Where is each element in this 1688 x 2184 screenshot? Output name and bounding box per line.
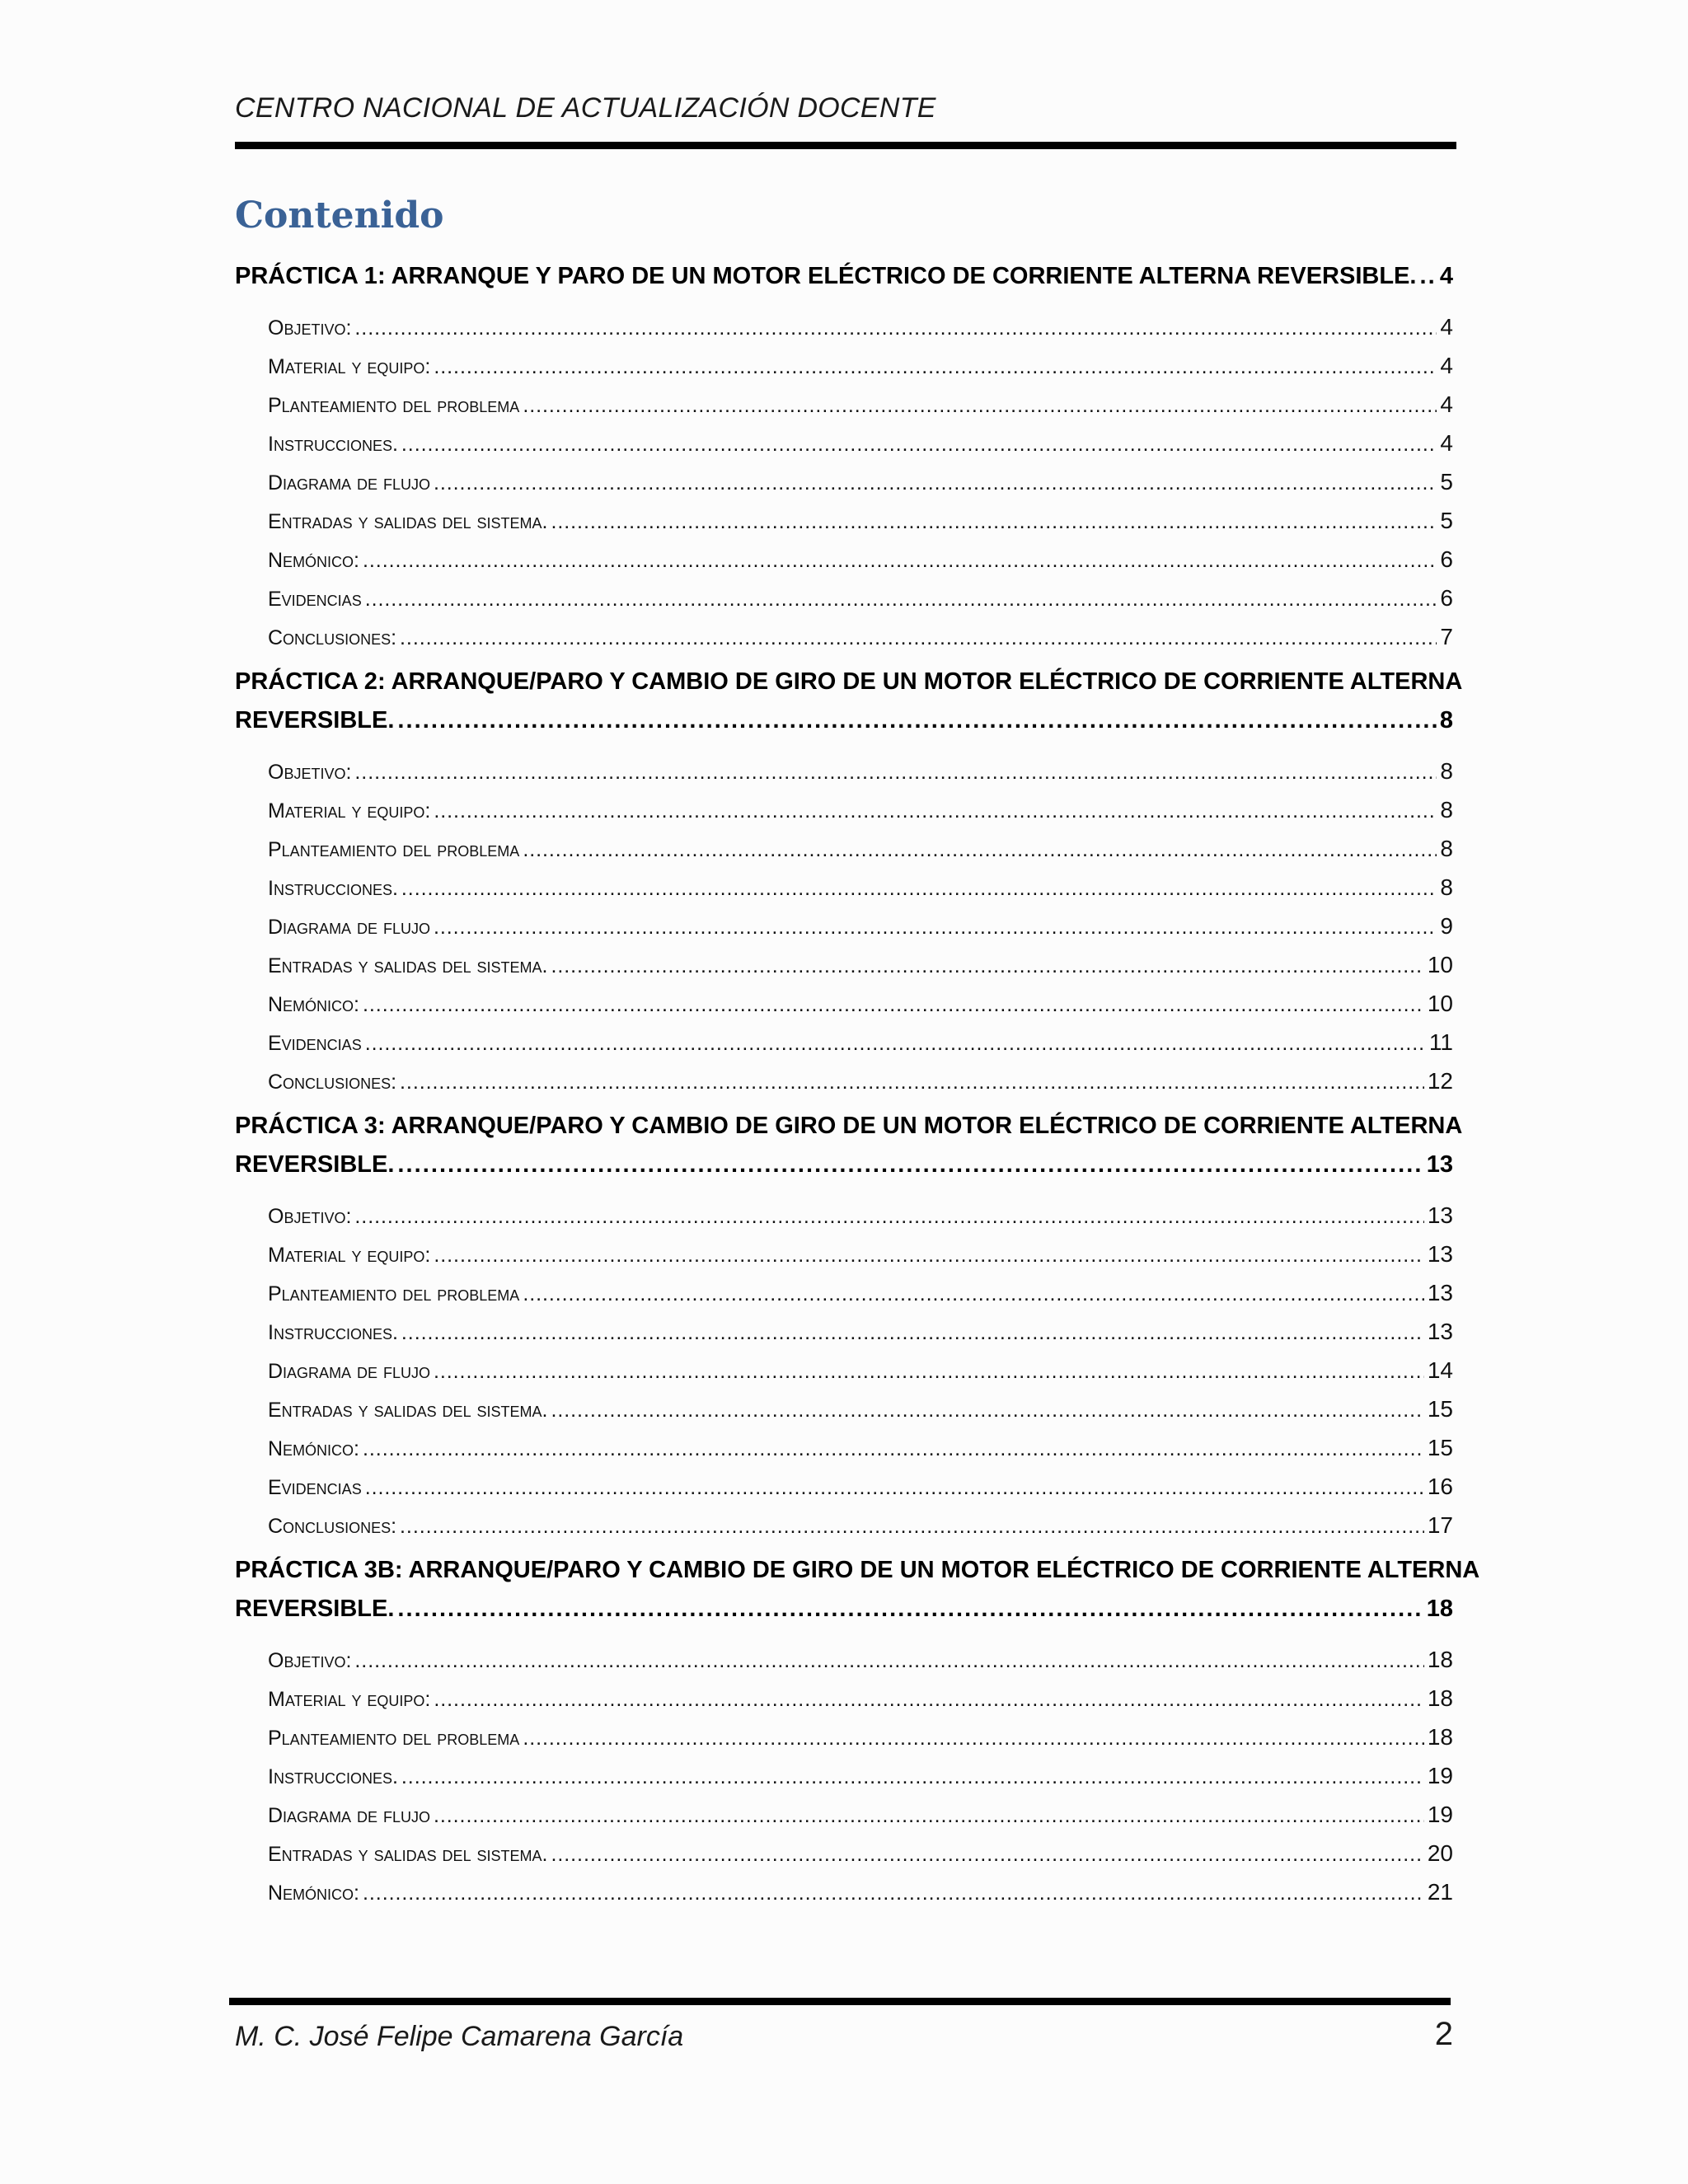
toc-sub-entry[interactable] — [268, 1506, 1453, 1544]
toc-sub-entry[interactable] — [268, 1196, 1453, 1235]
toc-sub-entry[interactable] — [268, 1273, 1453, 1312]
toc-sub-entry[interactable] — [268, 1756, 1453, 1795]
toc-sub-page-number: 11 — [1428, 1029, 1453, 1055]
toc-main-page-number: 8 — [1439, 707, 1453, 733]
toc-sub-entry[interactable] — [268, 1351, 1453, 1390]
toc-sub-page-number: 19 — [1427, 1763, 1453, 1788]
toc-sub-page-number: 17 — [1427, 1512, 1453, 1538]
toc-sub-entry[interactable] — [268, 617, 1453, 656]
toc-sub-entry[interactable] — [268, 907, 1453, 945]
toc-main-title-continued: REVERSIBLE. — [235, 1596, 395, 1622]
dot-leader — [1419, 257, 1436, 296]
toc-sub-label: Planteamiento del problema — [268, 1727, 520, 1750]
table-of-contents — [235, 257, 1480, 1918]
toc-main-entry[interactable] — [235, 1551, 1480, 1629]
dot-leader — [363, 1874, 1424, 1913]
toc-sub-page-number: 21 — [1427, 1879, 1453, 1905]
toc-sub-entry[interactable] — [268, 1834, 1453, 1872]
toc-main-entry[interactable] — [235, 663, 1463, 740]
toc-sub-page-number: 4 — [1440, 353, 1453, 378]
toc-sub-label: Material y equipo: — [268, 1244, 431, 1267]
toc-sub-label: Planteamiento del problema — [268, 1282, 520, 1305]
toc-sub-label: Entradas y salidas del sistema. — [268, 510, 548, 533]
header-rule — [235, 142, 1456, 149]
toc-sub-label: Conclusiones: — [268, 1515, 397, 1538]
dot-leader — [551, 503, 1437, 541]
toc-sub-page-number: 13 — [1427, 1202, 1453, 1228]
toc-sub-label: Nemónico: — [268, 1882, 360, 1905]
toc-main-title-continued: REVERSIBLE. — [235, 707, 395, 733]
toc-sub-label: Objetivo: — [268, 761, 352, 784]
footer-author: M. C. José Felipe Camarena García — [235, 2021, 684, 2052]
toc-sub-page-number: 8 — [1440, 758, 1453, 784]
toc-sub-entry[interactable] — [268, 1872, 1453, 1911]
toc-main-title: PRÁCTICA 1: ARRANQUE Y PARO DE UN MOTOR ELÉCTRICO DE CORRIENTE ALTERNA REVERSIBLE. — [235, 263, 1417, 289]
toc-sub-label: Diagrama de flujo — [268, 471, 430, 494]
toc-sub-page-number: 13 — [1427, 1280, 1453, 1305]
toc-sub-label: Material y equipo: — [268, 799, 431, 823]
dot-leader — [354, 1197, 1423, 1236]
toc-sub-entry[interactable] — [268, 424, 1453, 462]
dot-leader — [434, 908, 1437, 947]
toc-sub-label: Diagrama de flujo — [268, 916, 430, 939]
dot-leader — [397, 701, 1436, 740]
toc-sub-page-number: 18 — [1427, 1724, 1453, 1750]
toc-main-title-continued: REVERSIBLE. — [235, 1151, 395, 1178]
toc-sub-page-number: 14 — [1427, 1357, 1453, 1383]
dot-leader — [523, 831, 1437, 869]
dot-leader — [365, 1024, 1426, 1063]
toc-sub-list — [268, 1196, 1453, 1544]
toc-sub-label: Evidencias — [268, 588, 362, 611]
toc-sub-label: Planteamiento del problema — [268, 394, 520, 417]
dot-leader — [365, 1469, 1424, 1507]
dot-leader — [354, 309, 1437, 348]
footer-rule — [229, 1998, 1451, 2005]
toc-main-entry[interactable] — [235, 257, 1453, 296]
dot-leader — [365, 580, 1437, 619]
toc-main-title: PRÁCTICA 3: ARRANQUE/PARO Y CAMBIO DE GIRO DE UN MOTOR ELÉCTRICO DE CORRIENTE ALTERNA — [235, 1113, 1463, 1139]
toc-sub-entry[interactable] — [268, 1312, 1453, 1351]
toc-sub-list — [268, 1640, 1453, 1911]
toc-main-title: PRÁCTICA 3B: ARRANQUE/PARO Y CAMBIO DE GIRO DE UN MOTOR ELÉCTRICO DE CORRIENTE ALTERNA — [235, 1557, 1480, 1583]
toc-sub-entry[interactable] — [268, 790, 1453, 829]
toc-sub-label: Instrucciones. — [268, 1765, 398, 1788]
toc-main-title: PRÁCTICA 2: ARRANQUE/PARO Y CAMBIO DE GIRO DE UN MOTOR ELÉCTRICO DE CORRIENTE ALTERNA — [235, 668, 1463, 695]
toc-sub-label: Conclusiones: — [268, 626, 397, 649]
toc-sub-page-number: 5 — [1440, 508, 1453, 533]
toc-section — [235, 1551, 1480, 1918]
dot-leader — [354, 1642, 1423, 1680]
toc-sub-entry[interactable] — [268, 462, 1453, 501]
toc-sub-page-number: 9 — [1440, 913, 1453, 939]
dot-leader — [400, 1063, 1424, 1102]
dot-leader — [401, 425, 1437, 464]
toc-sub-entry[interactable] — [268, 1235, 1453, 1273]
toc-sub-page-number: 12 — [1427, 1068, 1453, 1094]
toc-sub-entry[interactable] — [268, 1467, 1453, 1506]
toc-sub-page-number: 18 — [1427, 1685, 1453, 1711]
toc-sub-page-number: 6 — [1440, 546, 1453, 572]
dot-leader — [397, 1590, 1423, 1629]
toc-sub-label: Nemónico: — [268, 1437, 360, 1460]
footer-page-number: 2 — [1434, 2016, 1453, 2052]
toc-sub-page-number: 4 — [1440, 430, 1453, 456]
toc-sub-entry[interactable] — [268, 501, 1453, 540]
dot-leader — [434, 1236, 1423, 1275]
dot-leader — [523, 1275, 1424, 1314]
toc-sub-label: Instrucciones. — [268, 433, 398, 456]
toc-sub-entry[interactable] — [268, 385, 1453, 424]
toc-sub-label: Objetivo: — [268, 1649, 352, 1672]
dot-leader — [434, 348, 1437, 387]
dot-leader — [397, 1146, 1423, 1184]
toc-sub-entry[interactable] — [268, 752, 1453, 790]
dot-leader — [401, 869, 1437, 908]
toc-sub-entry[interactable] — [268, 1718, 1453, 1756]
dot-leader — [363, 541, 1437, 580]
dot-leader — [363, 1430, 1424, 1469]
toc-sub-label: Conclusiones: — [268, 1071, 397, 1094]
toc-sub-page-number: 10 — [1427, 991, 1453, 1016]
toc-sub-entry[interactable] — [268, 984, 1453, 1023]
toc-sub-page-number: 4 — [1440, 314, 1453, 340]
toc-main-page-number: 18 — [1426, 1596, 1453, 1622]
toc-sub-page-number: 10 — [1427, 952, 1453, 977]
dot-leader — [551, 1835, 1423, 1874]
toc-section — [235, 663, 1463, 1107]
dot-leader — [434, 1352, 1424, 1391]
toc-sub-label: Nemónico: — [268, 549, 360, 572]
toc-sub-entry[interactable] — [268, 579, 1453, 617]
toc-sub-entry[interactable] — [268, 1390, 1453, 1428]
dot-leader — [551, 1391, 1423, 1430]
dot-leader — [363, 986, 1424, 1024]
dot-leader — [434, 464, 1437, 503]
dot-leader — [551, 947, 1423, 986]
toc-sub-entry[interactable] — [268, 1795, 1453, 1834]
toc-sub-label: Entradas y salidas del sistema. — [268, 954, 548, 977]
toc-sub-entry[interactable] — [268, 1023, 1453, 1062]
toc-sub-page-number: 5 — [1440, 469, 1453, 494]
dot-leader — [400, 1507, 1424, 1546]
toc-sub-page-number: 18 — [1427, 1647, 1453, 1672]
toc-sub-label: Diagrama de flujo — [268, 1360, 430, 1383]
toc-sub-entry[interactable] — [268, 346, 1453, 385]
toc-sub-page-number: 7 — [1440, 624, 1453, 649]
toc-sub-page-number: 8 — [1440, 836, 1453, 861]
toc-section — [235, 257, 1453, 663]
toc-sub-entry[interactable] — [268, 945, 1453, 984]
toc-sub-label: Evidencias — [268, 1476, 362, 1499]
toc-sub-entry[interactable] — [268, 540, 1453, 579]
toc-sub-page-number: 15 — [1427, 1396, 1453, 1422]
dot-leader — [434, 1797, 1424, 1835]
toc-sub-label: Instrucciones. — [268, 877, 398, 900]
toc-sub-entry[interactable] — [268, 1428, 1453, 1467]
toc-sub-page-number: 19 — [1427, 1802, 1453, 1827]
toc-sub-page-number: 6 — [1440, 585, 1453, 611]
toc-sub-page-number: 20 — [1427, 1840, 1453, 1866]
toc-sub-label: Nemónico: — [268, 993, 360, 1016]
toc-sub-label: Instrucciones. — [268, 1321, 398, 1344]
toc-sub-label: Planteamiento del problema — [268, 838, 520, 861]
toc-sub-entry[interactable] — [268, 868, 1453, 907]
toc-sub-label: Diagrama de flujo — [268, 1804, 430, 1827]
dot-leader — [400, 619, 1437, 658]
dot-leader — [401, 1758, 1424, 1797]
toc-sub-entry[interactable] — [268, 1640, 1453, 1679]
toc-sub-entry[interactable] — [268, 307, 1453, 346]
toc-sub-page-number: 4 — [1440, 391, 1453, 417]
toc-sub-page-number: 8 — [1440, 874, 1453, 900]
toc-sub-entry[interactable] — [268, 829, 1453, 868]
toc-sub-page-number: 16 — [1427, 1474, 1453, 1499]
dot-leader — [354, 753, 1437, 792]
toc-sub-page-number: 15 — [1427, 1435, 1453, 1460]
toc-sub-label: Objetivo: — [268, 316, 352, 340]
toc-main-page-number: 4 — [1439, 263, 1453, 289]
dot-leader — [401, 1314, 1424, 1352]
dot-leader — [523, 387, 1437, 425]
dot-leader — [434, 1680, 1423, 1719]
toc-main-entry[interactable] — [235, 1107, 1463, 1184]
toc-sub-entry[interactable] — [268, 1679, 1453, 1718]
toc-sub-page-number: 13 — [1427, 1319, 1453, 1344]
dot-leader — [434, 792, 1437, 831]
toc-sub-label: Objetivo: — [268, 1205, 352, 1228]
toc-sub-list — [268, 752, 1453, 1100]
toc-sub-label: Evidencias — [268, 1032, 362, 1055]
page-header: CENTRO NACIONAL DE ACTUALIZACIÓN DOCENTE — [235, 92, 936, 124]
toc-sub-entry[interactable] — [268, 1062, 1453, 1100]
toc-sub-label: Material y equipo: — [268, 355, 431, 378]
toc-sub-label: Material y equipo: — [268, 1688, 431, 1711]
toc-sub-label: Entradas y salidas del sistema. — [268, 1399, 548, 1422]
toc-section — [235, 1107, 1463, 1551]
toc-main-page-number: 13 — [1426, 1151, 1453, 1178]
toc-sub-list — [268, 307, 1453, 656]
toc-title: Contenido — [235, 194, 444, 237]
dot-leader — [523, 1719, 1424, 1758]
toc-sub-page-number: 13 — [1427, 1241, 1453, 1267]
toc-sub-label: Entradas y salidas del sistema. — [268, 1843, 548, 1866]
toc-sub-page-number: 8 — [1440, 797, 1453, 823]
